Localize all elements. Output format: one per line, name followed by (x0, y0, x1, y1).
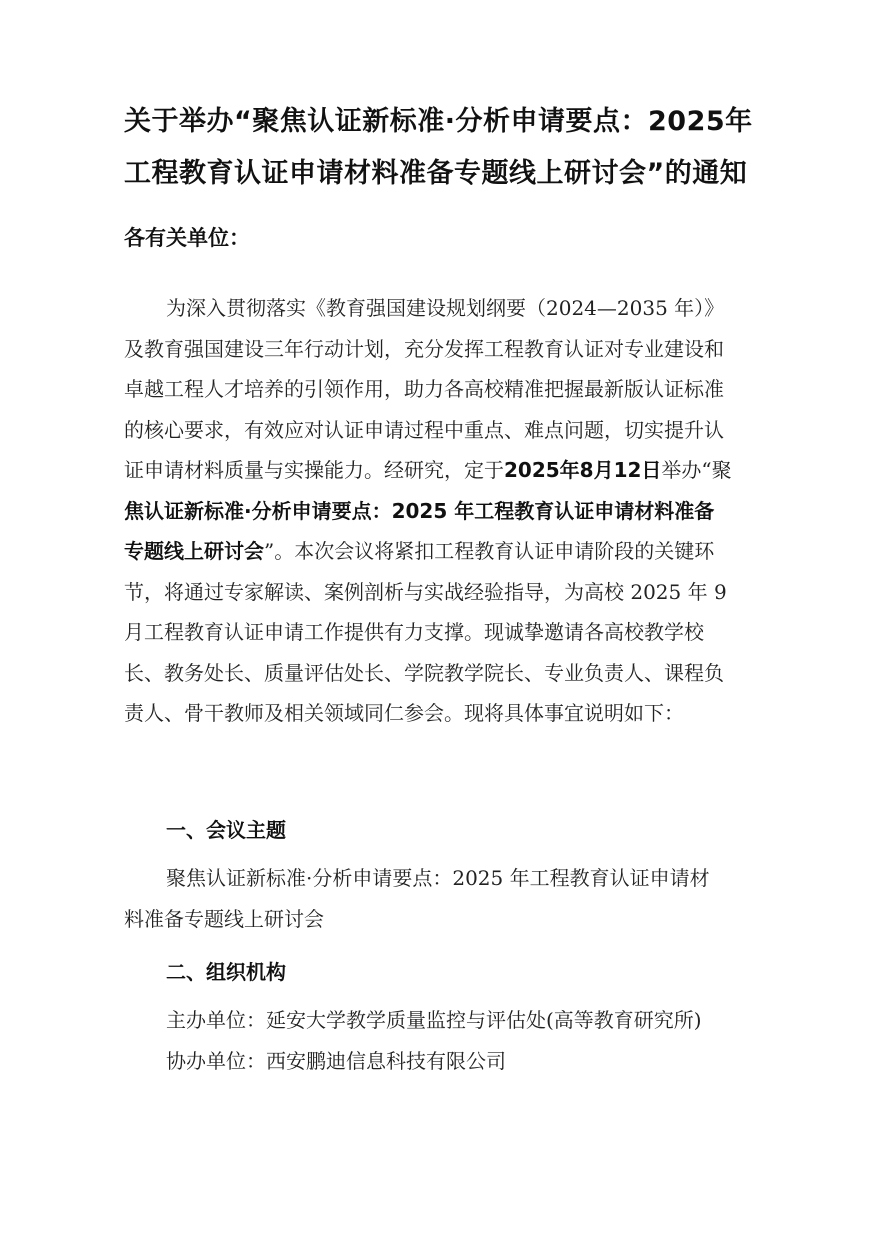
intro-paragraph (124, 288, 764, 734)
intro-line (124, 450, 764, 491)
theme-paragraph (124, 858, 764, 939)
theme-line: 料准备专题线上研讨会 (124, 906, 324, 931)
intro-line: 的核心要求，有效应对认证申请过程中重点、难点问题，切实提升认 (124, 417, 724, 442)
organizers-paragraph (124, 1000, 764, 1081)
intro-text: 证申请材料质量与实操能力。经研究，定于 (124, 458, 504, 482)
meeting-name-end: 专题线上研讨会 (124, 539, 264, 563)
title-line-2: 工程教育认证申请材料准备专题线上研讨会”的通知 (124, 158, 748, 189)
notice-title (124, 96, 764, 200)
intro-line: 节，将通过专家解读、案例剖析与实战经验指导，为高校 2025 年 9 (124, 579, 727, 604)
section-heading-organizers: 二、组织机构 (166, 960, 286, 984)
theme-line: 聚焦认证新标准·分析申请要点：2025 年工程教育认证申请材 (166, 866, 710, 890)
intro-line: 责人、骨干教师及相关领域同仁参会。现将具体事宜说明如下： (124, 701, 684, 725)
intro-text: ”。本次会议将紧扣工程教育认证申请阶段的关键环 (264, 539, 715, 563)
intro-line: 月工程教育认证申请工作提供有力支撑。现诚挚邀请各高校教学校 (124, 620, 704, 644)
title-line-1: 关于举办“聚焦认证新标准·分析申请要点：2025年 (124, 106, 753, 137)
section-heading-theme: 一、会议主题 (166, 818, 286, 842)
intro-line-meeting-name: 焦认证新标准·分析申请要点：2025 年工程教育认证申请材料准备 (124, 498, 715, 523)
intro-line: 卓越工程人才培养的引领作用，助力各高校精准把握最新版认证标准 (124, 377, 724, 401)
host-unit: 主办单位：延安大学教学质量监控与评估处(高等教育研究所) (166, 1008, 702, 1032)
intro-text: 举办“聚 (661, 458, 732, 482)
intro-line: 及教育强国建设三年行动计划，充分发挥工程教育认证对专业建设和 (124, 336, 724, 361)
salutation: 各有关单位： (124, 226, 250, 250)
cohost-unit: 协办单位：西安鹏迪信息科技有限公司 (166, 1048, 506, 1073)
intro-line: 为深入贯彻落实《教育强国建设规划纲要（2024—2035 年）》 (166, 296, 725, 320)
intro-line: 长、教务处长、质量评估处长、学院教学院长、专业负责人、课程负 (124, 660, 724, 685)
intro-line (124, 531, 764, 572)
meeting-date: 2025年8月12日 (504, 458, 662, 482)
